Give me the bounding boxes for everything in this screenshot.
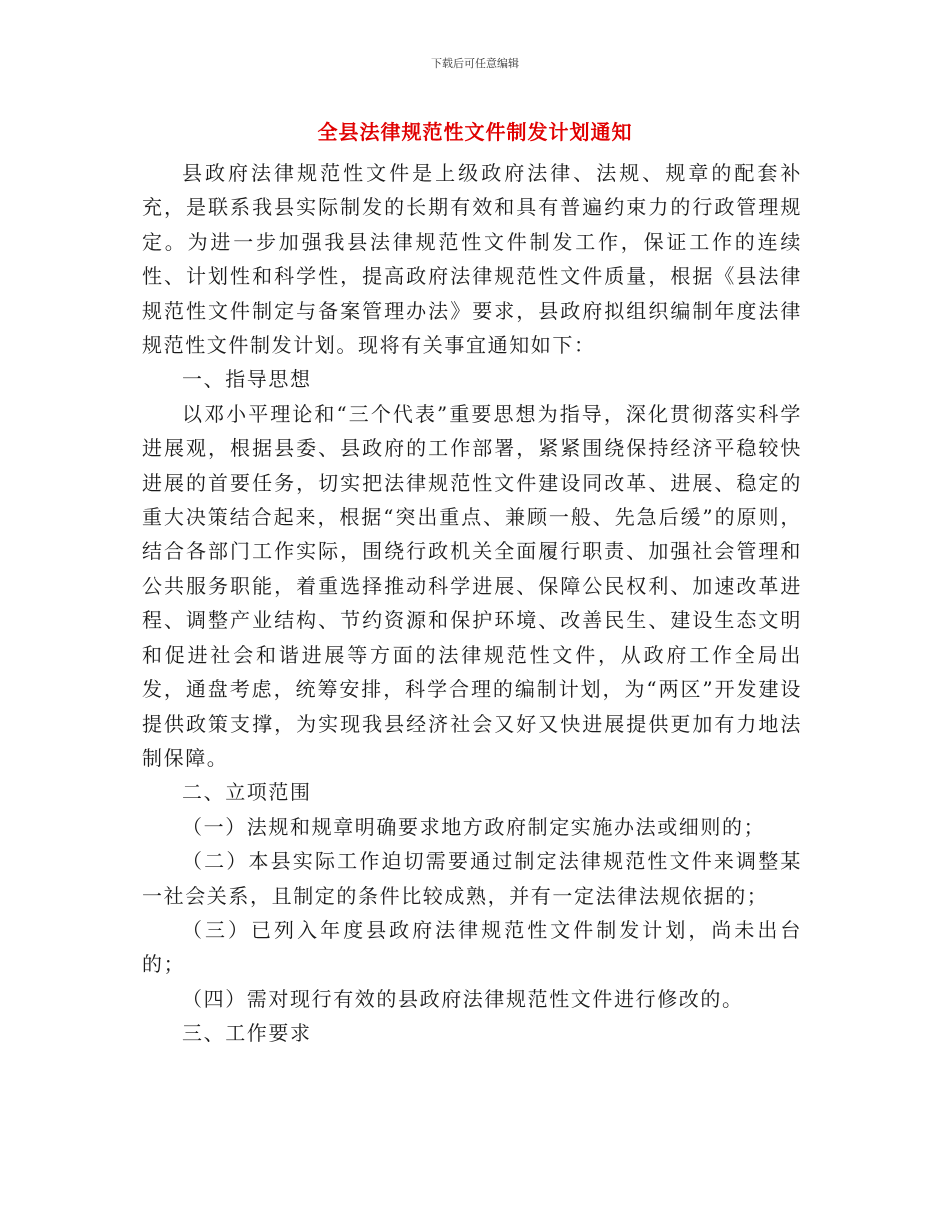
section-heading-guiding-ideology: 一、指导思想 (182, 367, 312, 392)
document-title: 全县法律规范性文件制发计划通知 (317, 120, 633, 144)
guiding-ideology-paragraph: 以邓小平理论和“三个代表”重要思想为指导，深化贯彻落实科学进展观，根据县委、县政府的工作部署，紧紧围绕保持经济平稳较快进展的首要任务，切实把法律规范性文件建设同改革、进展、稳定的重大决策结合起来，根据“突出重点、兼顾一般、先急后缓”的原则，结合各部门工作实际，围绕行政机关全面履行职责、加强社会管理和公共服务职能，着重选择推动科学进展、保障公民权利、加速改革进程、调整产业结构、节约资源和保护环境、改善民生、建设生态文明和促进社会和谐进展等方面的法律规范性文件，从政府工作全局出发，通盘考虑，统筹安排，科学合理的编制计划，为“两区”开发建设提供政策支撑，为实现我县经济社会又好又快进展提供更加有力地法制保障。 (142, 401, 802, 770)
section-heading-scope: 二、立项范围 (182, 780, 312, 805)
scope-item-1: （一）法规和规章明确要求地方政府制定实施办法或细则的； (182, 814, 766, 839)
scope-item-2: （二）本县实际工作迫切需要通过制定法律规范性文件来调整某一社会关系，且制定的条件比较成熟，并有一定法律法规依据的； (142, 849, 802, 908)
header-note: 下载后可任意编辑 (431, 57, 519, 70)
section-heading-requirements: 三、工作要求 (182, 1021, 312, 1046)
scope-item-3: （三）已列入年度县政府法律规范性文件制发计划，尚未出台的； (142, 917, 802, 977)
scope-item-4: （四）需对现行有效的县政府法律规范性文件进行修改的。 (182, 986, 744, 1011)
intro-paragraph: 县政府法律规范性文件是上级政府法律、法规、规章的配套补充，是联系我县实际制发的长期有效和具有普遍约束力的行政管理规定。为进一步加强我县法律规范性文件制发工作，保证工作的连续性、计划性和科学性，提高政府法律规范性文件质量，根据《县法律规范性文件制定与备案管理办法》要求，县政府拟组织编制年度法律规范性文件制发计划。现将有关事宜通知如下： (142, 161, 802, 358)
document-body (142, 156, 802, 1051)
